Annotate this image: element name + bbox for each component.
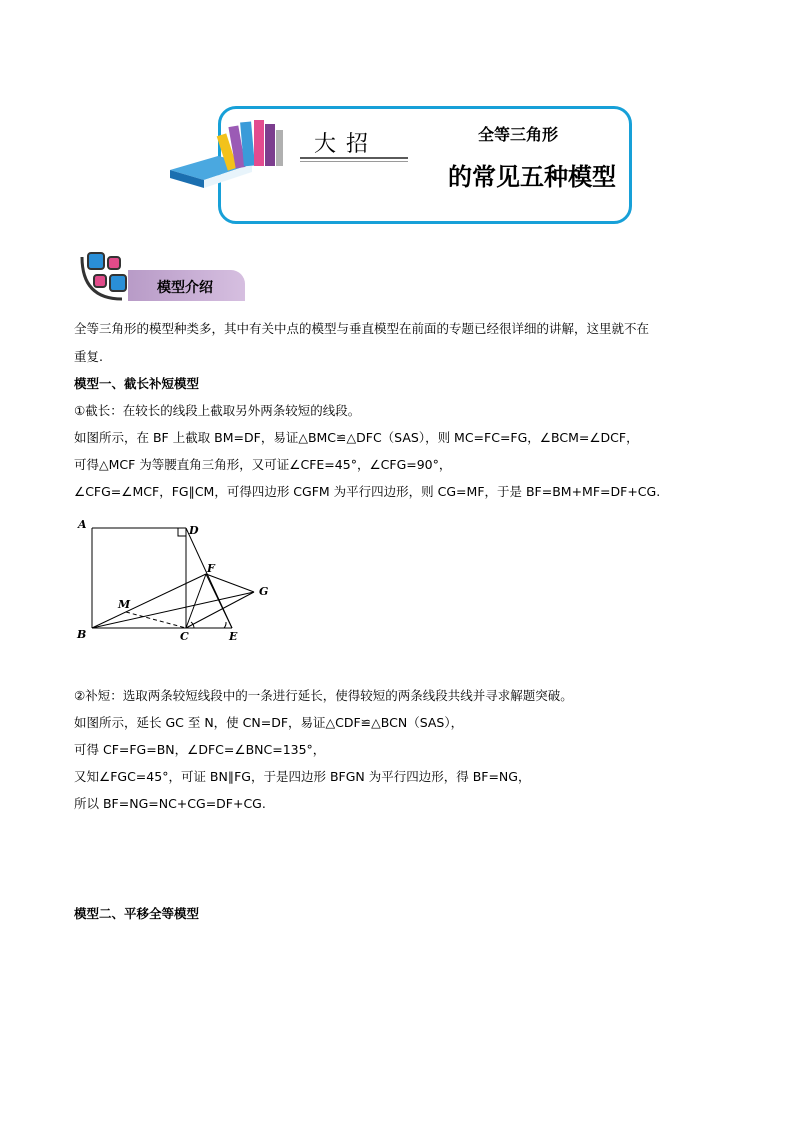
jiechang-line-3: ∠CFG=∠MCF，FG∥CM，可得四边形 CGFM 为平行四边形，则 CG=MF，于是 BF=BM+MF=DF+CG.: [74, 484, 661, 499]
right-angle-mark: [178, 528, 186, 536]
label-M: M: [118, 598, 131, 611]
intro-line-2: 重复.: [74, 349, 103, 364]
banner-title: 的常见五种模型: [448, 162, 616, 191]
label-C: C: [180, 630, 189, 643]
angle-arc-e: [224, 622, 226, 628]
label-E: E: [229, 630, 238, 643]
jiechang-title: ①截长：在较长的线段上截取另外两条较短的线段。: [74, 403, 361, 418]
buduan-line-1: 如图所示，延长 GC 至 N，使 CN=DF，易证△CDF≌△BCN（SAS），: [74, 715, 464, 730]
squares-icon: [76, 247, 132, 305]
section-label: 模型介绍: [157, 280, 213, 296]
jiechang-line-1: 如图所示，在 BF 上截取 BM=DF，易证△BMC≌△DFC（SAS），则 MC=FC=FG，∠BCM=∠DCF，: [74, 430, 639, 445]
label-D: D: [189, 524, 199, 537]
intro-line-1: 全等三角形的模型种类多，其中有关中点的模型与垂直模型在前面的专题已经很详细的讲解，这里就不在: [74, 321, 650, 336]
label-A: A: [78, 518, 87, 531]
model1-heading: 模型一、截长补短模型: [74, 376, 200, 391]
banner-divider-thin: [300, 161, 408, 162]
banner-subtitle: 全等三角形: [478, 125, 559, 144]
buduan-line-3: 又知∠FGC=45°，可证 BN∥FG，于是四边形 BFGN 为平行四边形，得 BF=NG，: [74, 769, 531, 784]
buduan-line-2: 可得 CF=FG=BN，∠DFC=∠BNC=135°，: [74, 742, 326, 757]
segment-CG: [186, 592, 254, 628]
buduan-line-4: 所以 BF=NG=NC+CG=DF+CG.: [74, 796, 266, 811]
buduan-title: ②补短：选取两条较短线段中的一条进行延长，使得较短的两条线段共线并寻求解题突破。: [74, 688, 573, 703]
books-icon: [166, 112, 286, 190]
segment-MC: [126, 612, 186, 628]
label-G: G: [259, 585, 269, 598]
geometry-figure: [74, 518, 284, 644]
label-B: B: [77, 628, 87, 641]
model2-heading: 模型二、平移全等模型: [74, 906, 200, 921]
banner-big-label: 大招: [314, 132, 379, 157]
jiechang-line-2: 可得△MCF 为等腰直角三角形，又可证∠CFE=45°，∠CFG=90°，: [74, 457, 452, 472]
label-F: F: [207, 562, 215, 575]
